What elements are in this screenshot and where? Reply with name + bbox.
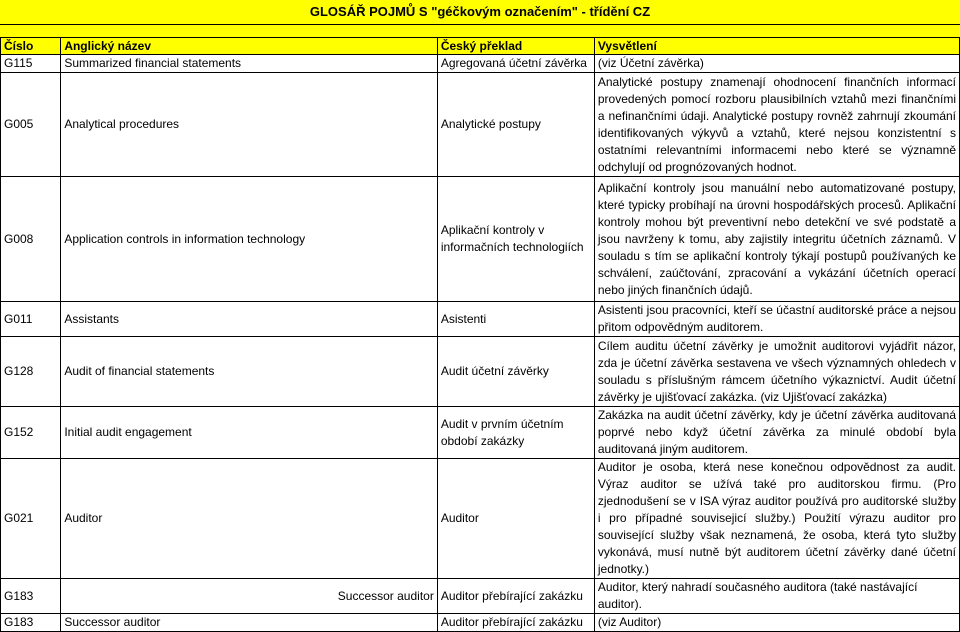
glossary-title: GLOSÁŘ POJMŮ S "géčkovým označením" - třídění CZ bbox=[0, 0, 960, 25]
cell-cesky: Aplikační kontroly v informačních technologiích bbox=[437, 177, 594, 302]
cell-cislo: G008 bbox=[1, 177, 61, 302]
cell-cislo: G005 bbox=[1, 73, 61, 177]
cell-cesky: Auditor bbox=[437, 459, 594, 579]
cell-cesky: Auditor přebírající zakázku bbox=[437, 614, 594, 632]
cell-anglicky: Initial audit engagement bbox=[61, 407, 438, 459]
cell-anglicky: Assistants bbox=[61, 302, 438, 337]
table-row bbox=[1, 73, 960, 177]
cell-cislo: G011 bbox=[1, 302, 61, 337]
cell-cesky: Asistenti bbox=[437, 302, 594, 337]
cell-vysvetleni: (viz Účetní závěrka) bbox=[594, 55, 959, 73]
title-band bbox=[0, 25, 960, 37]
table-row bbox=[1, 579, 960, 614]
cell-cesky: Audit účetní závěrky bbox=[437, 337, 594, 407]
table-row bbox=[1, 177, 960, 302]
header-cislo: Číslo bbox=[1, 38, 61, 55]
cell-vysvetleni: Asistenti jsou pracovníci, kteří se účastní auditorské práce a nejsou přitom odpovědným auditorem. bbox=[594, 302, 959, 337]
cell-cislo: G183 bbox=[1, 579, 61, 614]
cell-cislo: G021 bbox=[1, 459, 61, 579]
cell-cesky: Audit v prvním účetním období zakázky bbox=[437, 407, 594, 459]
cell-vysvetleni: Cílem auditu účetní závěrky je umožnit auditorovi vyjádřit názor, zda je účetní závěrka sestavena ve všech významných ohledech v souladu s příslušným rámcem účetního výkaznictví. Audit účetní závěrky je ujišťovací zakázka. (viz Ujišťovací zakázka) bbox=[594, 337, 959, 407]
cell-cislo: G115 bbox=[1, 55, 61, 73]
cell-cesky: Agregovaná účetní závěrka bbox=[437, 55, 594, 73]
cell-anglicky: Analytical procedures bbox=[61, 73, 438, 177]
table-row bbox=[1, 459, 960, 579]
header-cesky: Český překlad bbox=[437, 38, 594, 55]
cell-vysvetleni: Analytické postupy znamenají ohodnocení finančních informací provedených pomocí rozboru plausibilních vztahů mezi finančními a nefinančními údaji. Analytické postupy rovněž zahrnují zkoumání identifikovaných výkyvů a vztahů, které nejsou konzistentní s ostatními relevantními informacemi nebo které se významně odchylují od prognózovaných hodnot. bbox=[594, 73, 959, 177]
cell-vysvetleni: Zakázka na audit účetní závěrky, kdy je účetní závěrka auditovaná poprvé nebo když účetní závěrka za minulé období byla auditovaná jiným auditorem. bbox=[594, 407, 959, 459]
cell-anglicky: Summarized financial statements bbox=[61, 55, 438, 73]
table-row bbox=[1, 55, 960, 73]
cell-cislo: G183 bbox=[1, 614, 61, 632]
cell-vysvetleni: Auditor, který nahradí současného auditora (také nastávající auditor). bbox=[594, 579, 959, 614]
table-row bbox=[1, 302, 960, 337]
table-row bbox=[1, 614, 960, 632]
cell-anglicky: Successor auditor bbox=[61, 614, 438, 632]
cell-anglicky: Application controls in information technology bbox=[61, 177, 438, 302]
header-vysvetleni: Vysvětlení bbox=[594, 38, 959, 55]
table-row bbox=[1, 407, 960, 459]
header-row bbox=[1, 38, 960, 55]
cell-anglicky: Audit of financial statements bbox=[61, 337, 438, 407]
cell-anglicky: Auditor bbox=[61, 459, 438, 579]
header-anglicky: Anglický název bbox=[61, 38, 438, 55]
cell-vysvetleni: Auditor je osoba, která nese konečnou odpovědnost za audit. Výraz auditor se užívá také pro auditorskou firmu. (Pro zjednodušení se v ISA výraz auditor používá pro auditorské služby i pro případné souvisejicí služby.) Použití výrazu auditor pro související služby však neznamená, že osoba, která tyto služby vykonává, musí nutně být auditorem účetní závěrky dané účetní jednotky.) bbox=[594, 459, 959, 579]
cell-vysvetleni: Aplikační kontroly jsou manuální nebo automatizované postupy, které typicky probíhají na úrovni hospodářských procesů. Aplikační kontroly mohou být preventivní nebo detekční ve své podstatě a jsou navrženy k tomu, aby zajistily integritu účetních záznamů. V souladu s tím se aplikační kontroly týkají postupů používaných ke schválení, zaúčtování, zpracování a vykázání účetních operací nebo jiných finančních údajů. bbox=[594, 177, 959, 302]
cell-cislo: G152 bbox=[1, 407, 61, 459]
glossary-table bbox=[0, 37, 960, 632]
cell-vysvetleni: (viz Auditor) bbox=[594, 614, 959, 632]
cell-cislo: G128 bbox=[1, 337, 61, 407]
table-row bbox=[1, 337, 960, 407]
cell-anglicky: Successor auditor bbox=[61, 579, 438, 614]
cell-cesky: Analytické postupy bbox=[437, 73, 594, 177]
cell-cesky: Auditor přebírající zakázku bbox=[437, 579, 594, 614]
